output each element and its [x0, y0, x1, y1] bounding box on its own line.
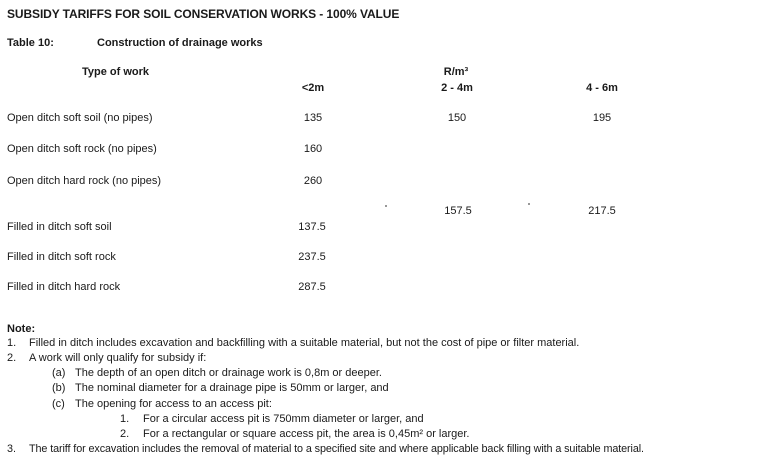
- row-value: 157.5: [444, 205, 472, 217]
- note-subitem-letter: (b): [52, 382, 66, 394]
- note-number: 1.: [7, 337, 17, 349]
- note-subitem-letter: (a): [52, 367, 66, 379]
- note-subsubitem-number: 2.: [120, 428, 130, 440]
- note-subsubitem-number: 1.: [120, 413, 130, 425]
- row-value: 137.5: [298, 221, 326, 233]
- row-label: Filled in ditch hard rock: [7, 281, 121, 293]
- row-value: 217.5: [588, 205, 616, 217]
- note-number: 3.: [7, 443, 17, 455]
- row-value: 195: [592, 112, 612, 124]
- header-col-4-6m: 4 - 6m: [586, 82, 618, 94]
- header-type-of-work: Type of work: [82, 66, 150, 78]
- header-col-under-2m: <2m: [301, 82, 325, 94]
- scan-speck: [385, 205, 387, 207]
- row-value: 160: [303, 143, 323, 155]
- note-subitem-text: The opening for access to an access pit:: [75, 398, 272, 410]
- row-label: Filled in ditch soft rock: [7, 251, 116, 263]
- header-col-2-4m: 2 - 4m: [441, 82, 473, 94]
- header-unit: R/m³: [443, 66, 469, 78]
- row-label: Open ditch hard rock (no pipes): [7, 175, 162, 187]
- table-label: Table 10:: [7, 37, 54, 49]
- table-caption: Construction of drainage works: [97, 37, 263, 49]
- note-number: 2.: [7, 352, 17, 364]
- note-subitem-text: The nominal diameter for a drainage pipe is 50mm or larger, and: [75, 382, 389, 394]
- row-value: 237.5: [298, 251, 326, 263]
- note-subitem-text: The depth of an open ditch or drainage work is 0,8m or deeper.: [75, 367, 382, 379]
- row-label: Filled in ditch soft soil: [7, 221, 112, 233]
- note-subitem-letter: (c): [52, 398, 65, 410]
- note-subsubitem-text: For a rectangular or square access pit, the area is 0,45m² or larger.: [143, 428, 470, 440]
- row-label: Open ditch soft rock (no pipes): [7, 143, 157, 155]
- scan-speck: [528, 203, 530, 205]
- note-heading: Note:: [7, 323, 36, 335]
- row-value: 260: [303, 175, 323, 187]
- note-subsubitem-text: For a circular access pit is 750mm diameter or larger, and: [143, 413, 424, 425]
- row-value: 287.5: [298, 281, 326, 293]
- row-label: Open ditch soft soil (no pipes): [7, 112, 153, 124]
- row-value: 150: [447, 112, 467, 124]
- row-value: 135: [303, 112, 323, 124]
- document-title: SUBSIDY TARIFFS FOR SOIL CONSERVATION WORKS - 100% VALUE: [7, 7, 400, 21]
- note-text: Filled in ditch includes excavation and backfilling with a suitable material, but not the cost of pipe or filter material.: [29, 337, 580, 349]
- note-text: The tariff for excavation includes the removal of material to a specified site and where applicable back filling with a suitable material.: [29, 443, 644, 455]
- note-text: A work will only qualify for subsidy if:: [29, 352, 207, 364]
